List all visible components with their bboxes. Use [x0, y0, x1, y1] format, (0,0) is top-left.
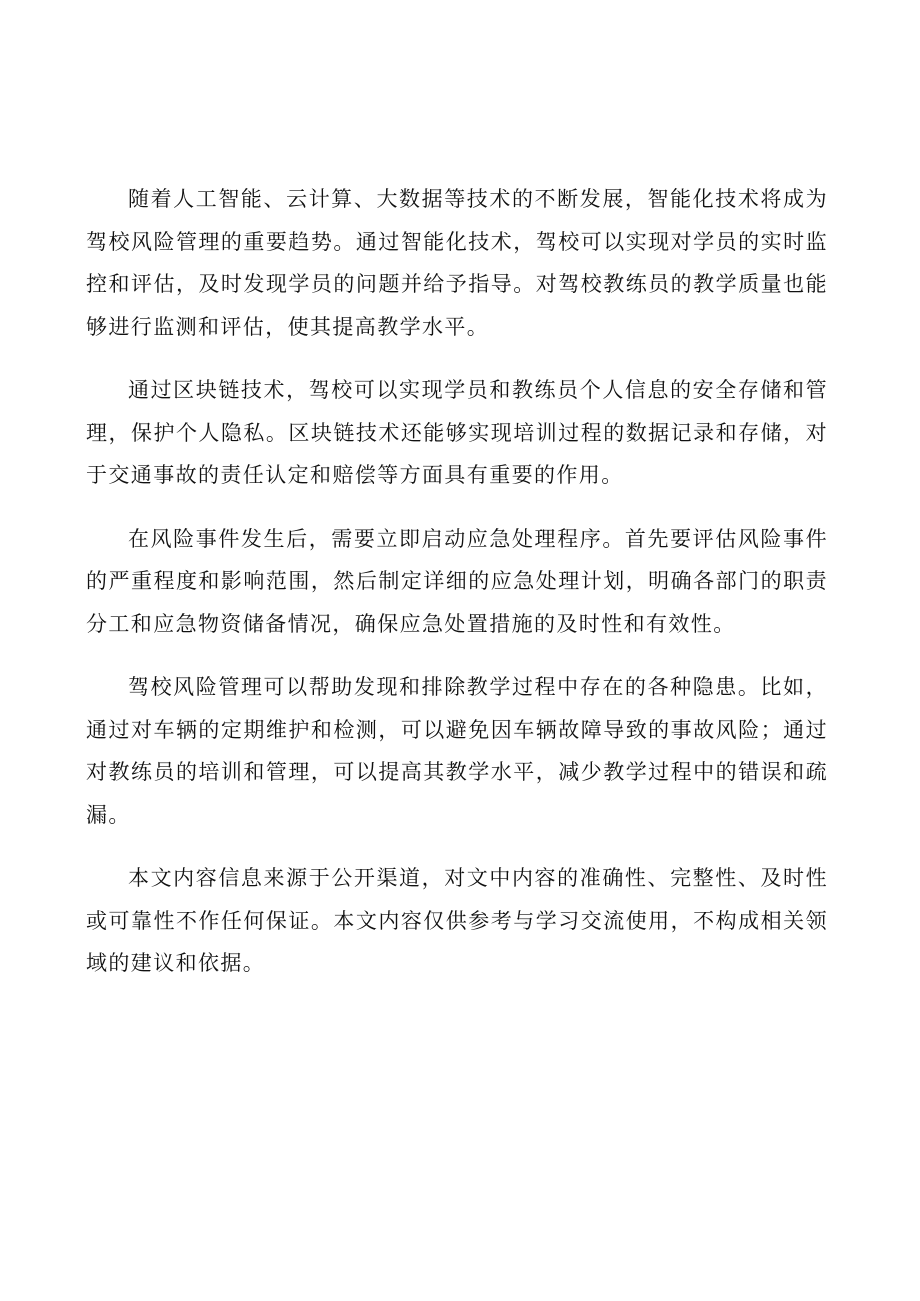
paragraph-disclaimer: 本文内容信息来源于公开渠道，对文中内容的准确性、完整性、及时性或可靠性不作任何保证。本文内容仅供参考与学习交流使用，不构成相关领域的建议和依据。	[86, 866, 828, 975]
paragraph-emergency-response: 在风险事件发生后，需要立即启动应急处理程序。首先要评估风险事件的严重程度和影响范围，然后制定详细的应急处理计划，明确各部门的职责分工和应急物资储备情况，确保应急处置措施的及时性和有效性。	[86, 526, 828, 636]
document-body	[86, 178, 828, 1006]
paragraph-ai-trends: 随着人工智能、云计算、大数据等技术的不断发展，智能化技术将成为驾校风险管理的重要趋势。通过智能化技术，驾校可以实现对学员的实时监控和评估，及时发现学员的问题并给予指导。对驾校教练员的教学质量也能够进行监测和评估，使其提高教学水平。	[86, 187, 828, 339]
paragraph-risk-management-benefits: 驾校风险管理可以帮助发现和排除教学过程中存在的各种隐患。比如，通过对车辆的定期维护和检测，可以避免因车辆故障导致的事故风险；通过对教练员的培训和管理，可以提高其教学水平，减少教学过程中的错误和疏漏。	[86, 675, 828, 827]
paragraph-blockchain: 通过区块链技术，驾校可以实现学员和教练员个人信息的安全存储和管理，保护个人隐私。区块链技术还能够实现培训过程的数据记录和存储，对于交通事故的责任认定和赔偿等方面具有重要的作用。	[86, 378, 828, 487]
